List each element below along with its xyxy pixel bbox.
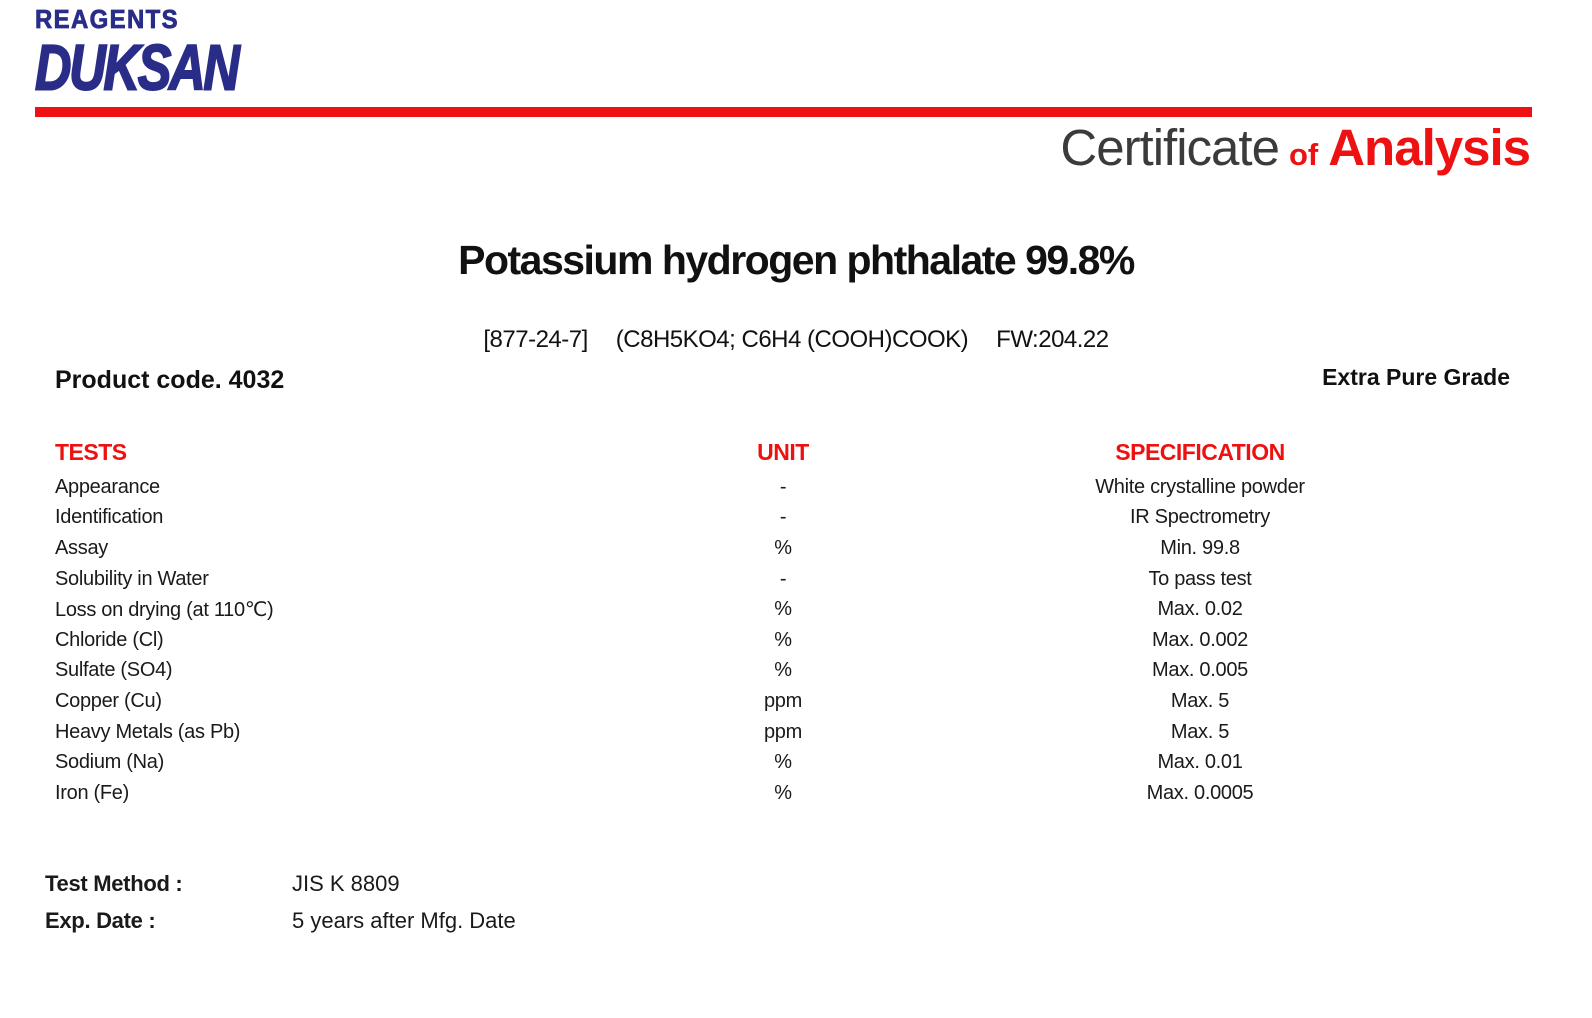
header-red-rule — [35, 107, 1532, 117]
unit-cell: - — [779, 506, 787, 529]
formula-weight: FW:204.22 — [996, 326, 1109, 353]
chemical-formula: (C8H5KO4; C6H4 (COOH)COOK) — [615, 326, 969, 353]
table-row — [0, 564, 1464, 595]
test-name-cell: Iron (Fe) — [55, 781, 129, 804]
test-name-cell: Copper (Cu) — [55, 689, 162, 712]
cas-number: [877-24-7] — [483, 326, 588, 353]
test-name-cell: Assay — [55, 536, 108, 559]
test-name-cell: Sulfate (SO4) — [55, 659, 173, 682]
test-name-cell: Identification — [55, 506, 164, 529]
spec-cell: Min. 99.8 — [1160, 536, 1240, 559]
spec-cell: Max. 0.01 — [1157, 751, 1243, 774]
word-certificate: Certificate — [1060, 119, 1279, 176]
table-row — [0, 503, 1464, 534]
spec-cell: Max. 0.0005 — [1146, 781, 1254, 804]
column-header-tests: TESTS — [55, 438, 127, 465]
column-header-specification: SPECIFICATION — [1115, 438, 1285, 465]
spec-cell: To pass test — [1148, 567, 1252, 590]
test-name-cell: Appearance — [55, 475, 160, 498]
table-row — [0, 594, 1464, 625]
unit-cell: ppm — [763, 720, 802, 743]
spec-cell: Max. 0.005 — [1152, 659, 1248, 682]
test-name-cell: Solubility in Water — [55, 567, 209, 590]
test-name-cell: Heavy Metals (as Pb) — [55, 720, 241, 743]
table-row — [0, 625, 1464, 656]
spec-cell: White crystalline powder — [1095, 475, 1305, 498]
certificate-title — [1060, 118, 1530, 177]
unit-cell: % — [774, 781, 792, 804]
spec-cell: Max. 0.02 — [1157, 598, 1243, 621]
test-method-label: Test Method : — [45, 871, 183, 896]
duksan-wordmark: DUKSAN — [35, 31, 238, 104]
exp-date-value: 5 years after Mfg. Date — [292, 908, 516, 933]
unit-cell: % — [774, 598, 792, 621]
test-method-row — [45, 871, 400, 897]
test-name-cell: Chloride (Cl) — [55, 628, 164, 651]
product-title: Potassium hydrogen phthalate 99.8% — [458, 237, 1134, 283]
unit-cell: % — [774, 536, 792, 559]
tests-table-header — [0, 432, 1464, 472]
table-row — [0, 747, 1464, 778]
word-analysis: Analysis — [1328, 119, 1530, 176]
word-of: of — [1288, 137, 1319, 172]
exp-date-row — [45, 908, 516, 934]
test-name-cell: Loss on drying (at 110℃) — [55, 599, 274, 622]
test-name-cell: Sodium (Na) — [55, 751, 164, 774]
table-row — [0, 778, 1464, 809]
column-header-unit: UNIT — [757, 438, 809, 465]
grade-label: Extra Pure Grade — [1322, 364, 1510, 390]
table-row — [0, 533, 1464, 564]
brand-logo — [35, 6, 316, 105]
table-row — [0, 472, 1464, 503]
spec-cell: Max. 5 — [1170, 720, 1230, 743]
unit-cell: - — [779, 567, 787, 590]
spec-cell: Max. 5 — [1170, 689, 1230, 712]
unit-cell: % — [774, 628, 792, 651]
exp-date-label: Exp. Date : — [45, 908, 156, 933]
tests-table-body — [0, 472, 1464, 809]
table-row — [0, 717, 1464, 748]
unit-cell: - — [779, 475, 787, 498]
unit-cell: ppm — [763, 689, 802, 712]
reagents-wordmark: REAGENTS — [35, 4, 179, 34]
table-row — [0, 686, 1464, 717]
spec-cell: IR Spectrometry — [1130, 506, 1270, 529]
spec-cell: Max. 0.002 — [1152, 628, 1248, 651]
cas-formula-line — [0, 326, 1592, 354]
unit-cell: % — [774, 751, 792, 774]
table-row — [0, 656, 1464, 687]
unit-cell: % — [774, 659, 792, 682]
product-code: Product code. 4032 — [55, 366, 285, 394]
tests-table — [0, 432, 1464, 809]
test-method-value: JIS K 8809 — [292, 871, 400, 896]
